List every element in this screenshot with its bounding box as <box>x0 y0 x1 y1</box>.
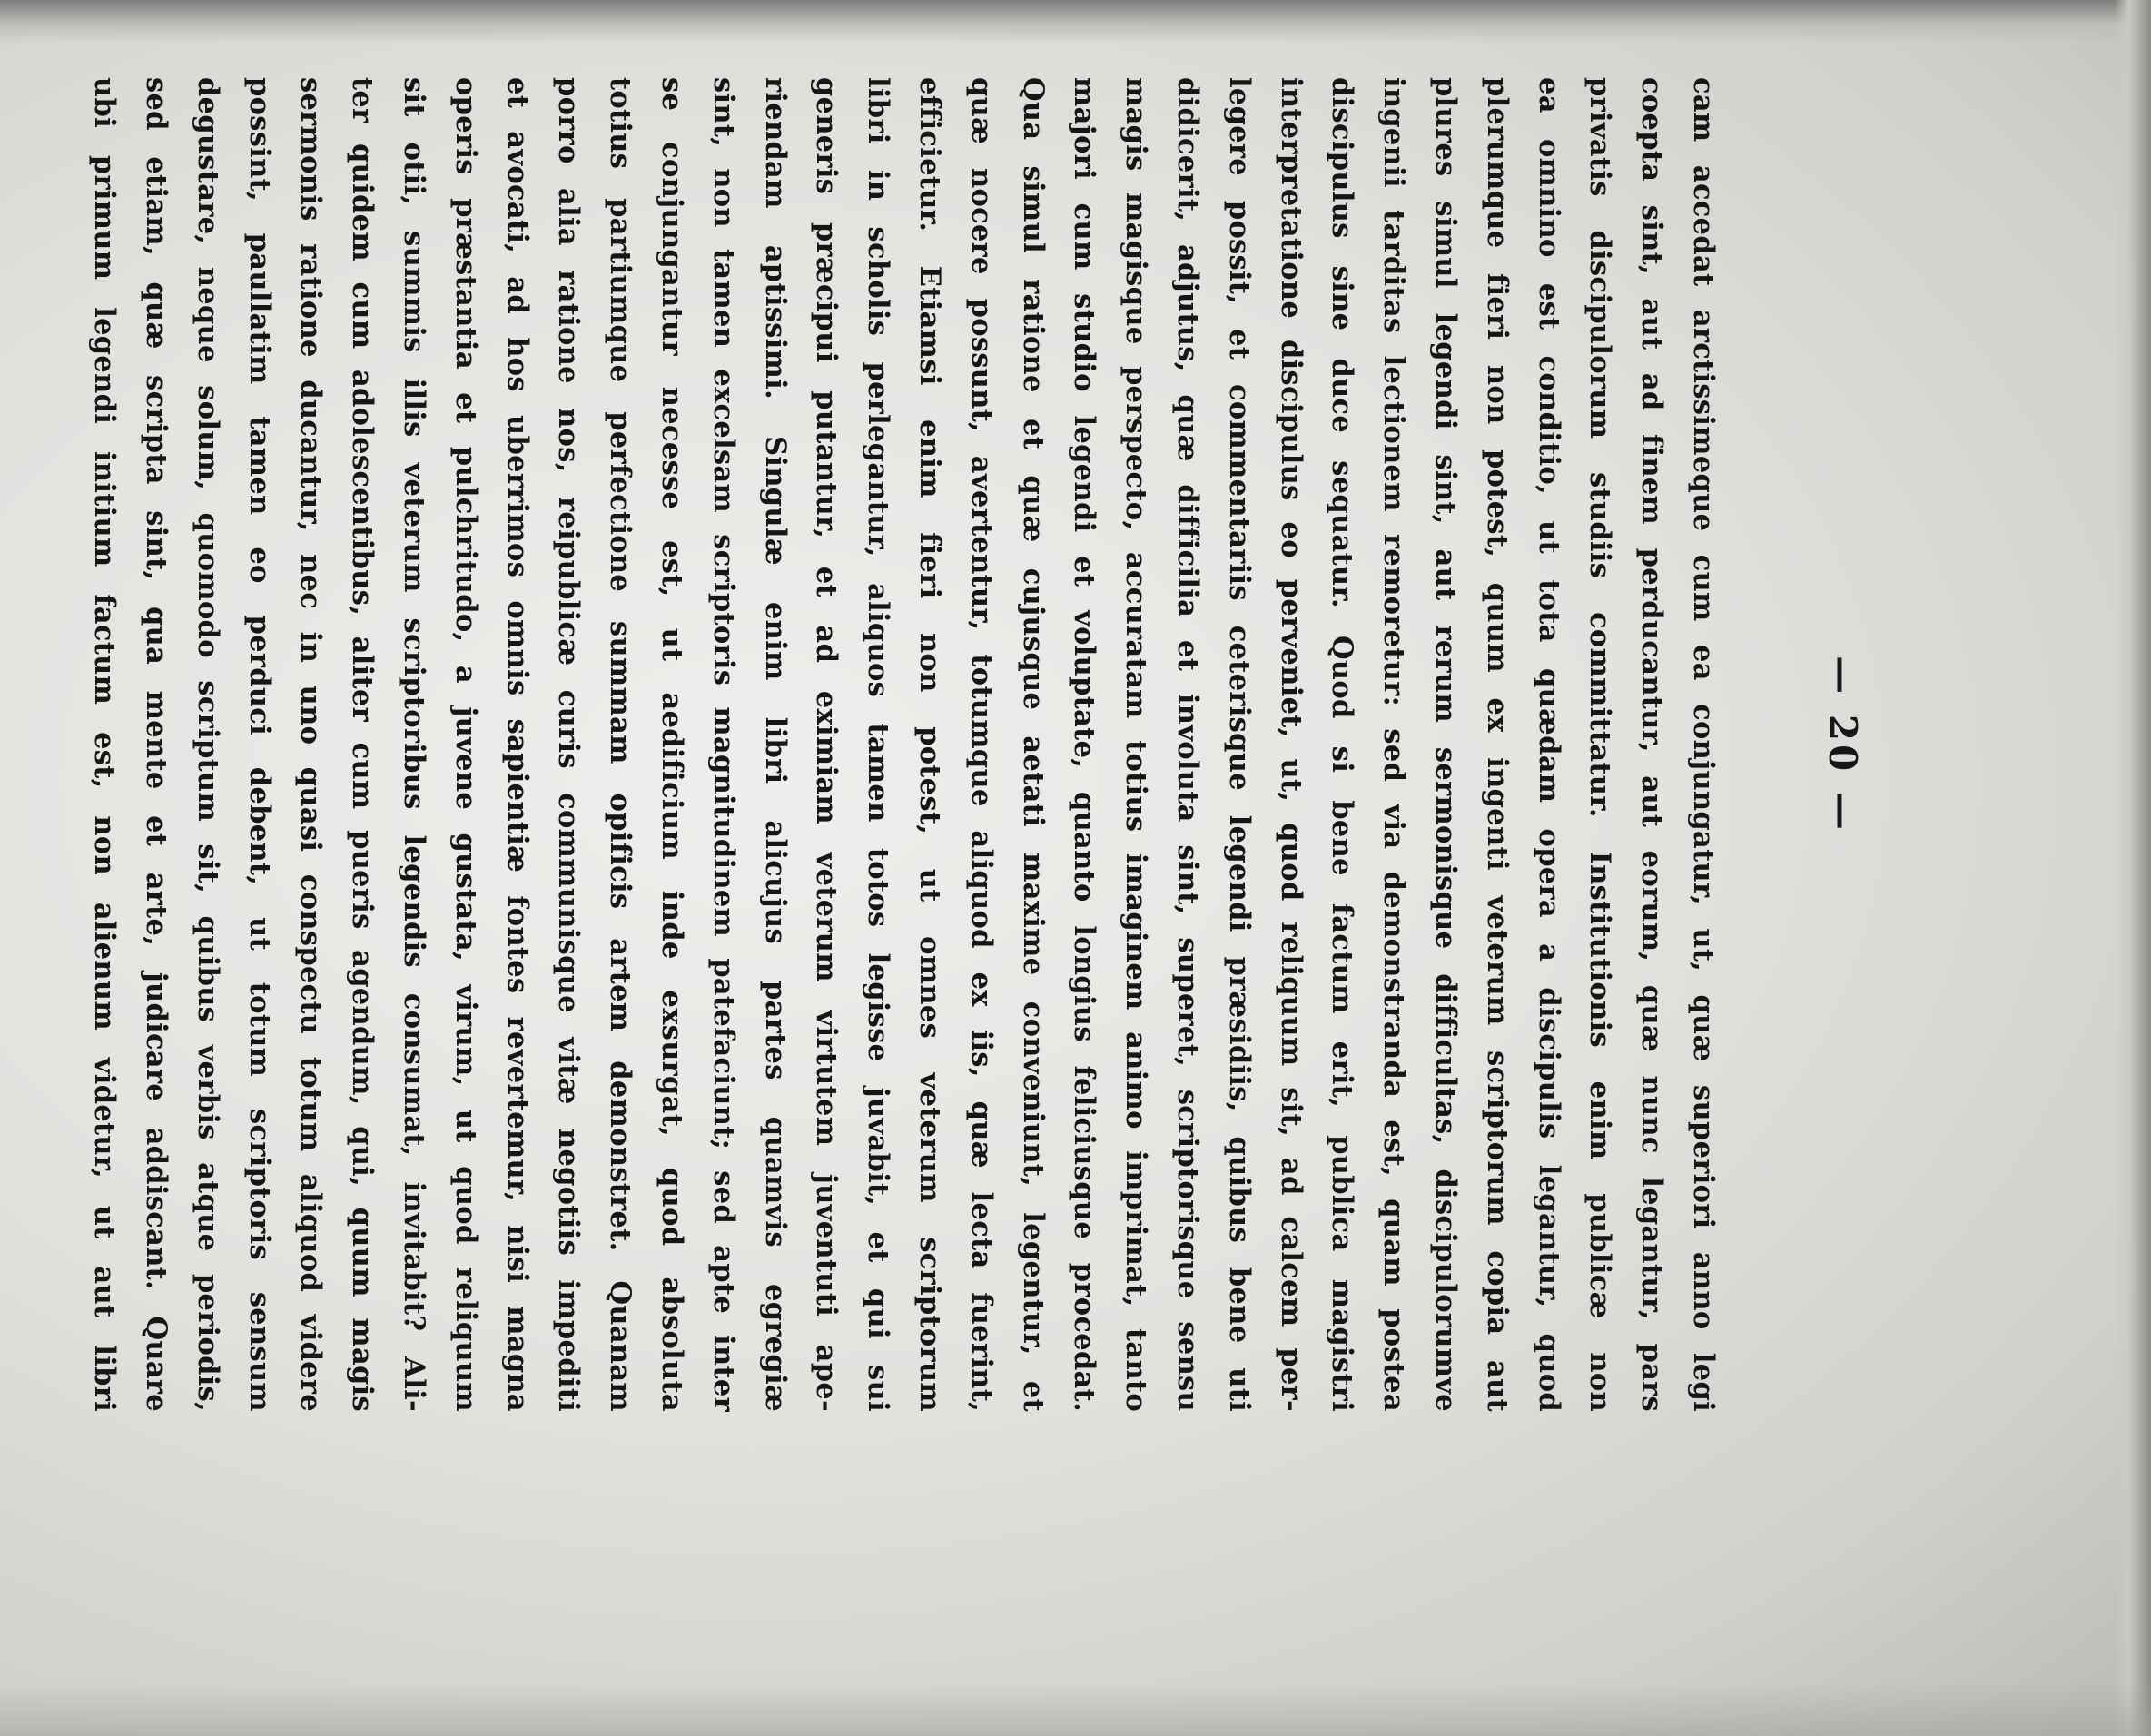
text-line: se conjungantur necesse est, ut aedificium inde exsurgat, quod absoluta <box>656 77 689 1412</box>
text-line: plures simul legendi sint, aut rerum sermonisque difficultas, discipulorumve <box>1429 77 1463 1412</box>
text-line: Qua simul ratione et quæ cujusque aetati maxime conveniunt, legentur, et <box>1016 77 1050 1412</box>
text-line: discipulus sine duce sequatur. Quod si bene factum erit, publica magistri <box>1326 77 1359 1412</box>
page-number: — 20 — <box>1820 656 1865 833</box>
text-line: magis magisque perspecto, accuratam totius imaginem animo imprimat, tanto <box>1120 77 1153 1412</box>
text-line: plerumque fieri non potest, quum ex ingenti veterum scriptorum copia aut <box>1480 77 1514 1412</box>
text-line: quæ nocere possunt, avertentur, totumque aliquod ex iis, quæ lecta fuerint, <box>964 77 998 1412</box>
text-line: didicerit, adjutus, quæ difficilia et involuta sint, superet, scriptorisque sensu <box>1171 77 1205 1412</box>
text-line: possint, paullatim tamen eo perduci debent, ut totum scriptoris sensum <box>242 77 276 1412</box>
text-line: privatis discipulorum studiis committatur. Institutionis enim publicæ non <box>1584 77 1617 1412</box>
text-line: cam accedat arctissimeque cum ea conjungatur, ut, quæ superiori anno legi <box>1687 77 1720 1412</box>
rotated-text-block <box>88 77 1910 1412</box>
text-line: sint, non tamen excelsam scriptoris magnitudinem patefaciunt; sed apte inter <box>706 77 740 1412</box>
text-line: totius partiumque perfectione summam opificis artem demonstret. Quanam <box>604 77 637 1412</box>
text-line: porro alia ratione nos, reipublicæ curis communisque vitæ negotiis impediti <box>552 77 586 1412</box>
text-line: sermonis ratione ducantur, nec in uno quasi conspectu totum aliquod videre <box>294 77 328 1412</box>
book-gutter-shadow <box>0 0 2151 44</box>
paragraph-lines <box>79 77 1730 1412</box>
text-line: operis præstantia et pulchritudo, a juvene gustata, virum, ut quod reliquum <box>449 77 482 1412</box>
text-line: et avocati, ad hos uberrimos omnis sapientiæ fontes revertemur, nisi magna <box>500 77 534 1412</box>
text-line: riendam aptissimi. Singulæ enim libri alicujus partes quamvis egregiæ <box>758 77 792 1412</box>
text-line: interpretatione discipulus eo perveniet, ut, quod reliquum sit, ad calcem per- <box>1274 77 1307 1412</box>
page-edge-shadow <box>2115 0 2151 1736</box>
text-line: ubi primum legendi initium factum est, non alienum videtur, ut aut libri <box>88 77 122 1412</box>
text-line: ea omnino est conditio, ut tota quædam opera a discipulis legantur, quod <box>1532 77 1565 1412</box>
text-line: legere possit, et commentariis ceterisque legendi præsidiis, quibus bene uti <box>1222 77 1256 1412</box>
text-line: efficietur. Etiamsi enim fieri non potest, ut omnes veterum scriptorum <box>913 77 947 1412</box>
text-line: sit otii, summis illis veterum scriptoribus legendis consumat, invitabit? Ali- <box>398 77 431 1412</box>
text-line: libri in scholis perlegantur, aliquos tamen totos legisse juvabit, et qui sui <box>862 77 895 1412</box>
text-line: degustare, neque solum, quomodo scriptum sit, quibus verbis atque periodis, <box>191 77 224 1412</box>
bottom-shadow <box>0 1682 2151 1736</box>
text-line: ingenii tarditas lectionem remoretur: sed via demonstranda est, quam postea <box>1377 77 1411 1412</box>
text-line: generis præcipui putantur, et ad eximiam veterum virtutem juventuti ape- <box>810 77 844 1412</box>
text-line: sed etiam, quæ scripta sint, qua mente et arte, judicare addiscant. Quare <box>140 77 173 1412</box>
text-line: coepta sint, aut ad finem perducantur, aut eorum, quæ nunc legantur, pars <box>1635 77 1669 1412</box>
text-line: ter quidem cum adolescentibus, aliter cum pueris agendum, qui, quum magis <box>346 77 380 1412</box>
text-line: majori cum studio legendi et voluptate, quanto longius feliciusque procedat. <box>1068 77 1101 1412</box>
